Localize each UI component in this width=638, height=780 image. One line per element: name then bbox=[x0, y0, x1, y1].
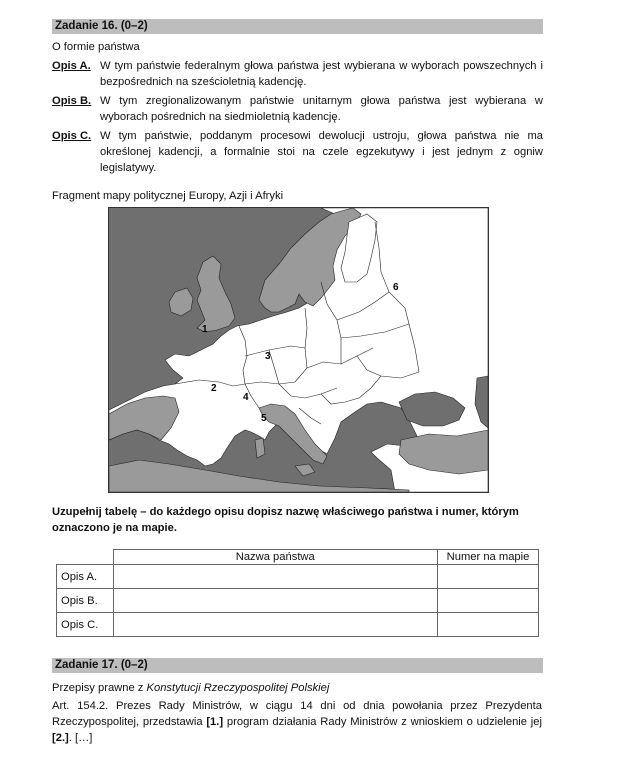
opis-b bbox=[52, 93, 543, 125]
answer-name-c[interactable] bbox=[113, 613, 438, 637]
map-number-3: 3 bbox=[265, 351, 271, 362]
answer-number-c[interactable] bbox=[438, 613, 539, 637]
map-number-5: 5 bbox=[261, 413, 267, 424]
answer-name-a[interactable] bbox=[113, 565, 438, 589]
sardinia-land bbox=[255, 438, 265, 458]
task-16-instruction: Uzupełnij tabelę – do każdego opisu dopisz nazwę właściwego państwa i numer, którym oznaczono je na mapie. bbox=[52, 506, 519, 534]
task-17-intro bbox=[52, 681, 329, 695]
article-text-3: . […] bbox=[68, 732, 93, 744]
blank-2: [2.] bbox=[52, 732, 69, 744]
article-text-1: Art. 154.2. Prezes Rady Ministrów, w ciągu 14 dni od dnia powołania przez Prezydenta Rzeczypospolitej, przedstawia bbox=[52, 700, 542, 728]
table-row bbox=[57, 565, 539, 589]
opis-a bbox=[52, 58, 543, 90]
opis-b-text: W tym zregionalizowanym państwie unitarnym głowa państwa jest wybierana w wyborach pośrednich na siedmioletnią kadencję. bbox=[100, 95, 543, 123]
map-number-4: 4 bbox=[243, 392, 249, 403]
map-number-1: 1 bbox=[202, 324, 208, 335]
task-16-header: Zadanie 16. (0–2) bbox=[52, 19, 543, 34]
row-label-a: Opis A. bbox=[57, 565, 114, 589]
table-corner-cell bbox=[57, 550, 114, 565]
map-number-6: 6 bbox=[393, 282, 399, 293]
article-text-2: program działania Rady Ministrów z wnioskiem o udzielenie jej bbox=[223, 716, 542, 728]
answer-number-b[interactable] bbox=[438, 589, 539, 613]
row-label-c: Opis C. bbox=[57, 613, 114, 637]
opis-c-text: W tym państwie, poddanym procesowi dewolucji ustroju, głowa państwa nie ma określonej kadencji, a formalnie stoi na czele egzekutywy i jest jednym z ogniw legislatywy. bbox=[100, 130, 543, 174]
answer-table bbox=[56, 549, 539, 637]
task-17-intro-prefix: Przepisy prawne z bbox=[52, 682, 147, 694]
answer-name-b[interactable] bbox=[113, 589, 438, 613]
opis-a-text: W tym państwie federalnym głowa państwa jest wybierana w wyborach powszechnych i bezpośrednich na sześcioletnią kadencję. bbox=[100, 60, 543, 88]
task-17-article bbox=[52, 698, 542, 746]
opis-c bbox=[52, 128, 543, 176]
map-caption: Fragment mapy politycznej Europy, Azji i Afryki bbox=[52, 190, 284, 202]
opis-a-label: Opis A. bbox=[52, 60, 91, 72]
col-header-number: Numer na mapie bbox=[438, 550, 539, 565]
opis-c-label: Opis C. bbox=[52, 130, 92, 142]
table-row bbox=[57, 613, 539, 637]
map-number-2: 2 bbox=[211, 383, 217, 394]
table-header-row bbox=[57, 550, 539, 565]
europe-map bbox=[108, 207, 489, 493]
opis-b-label: Opis B. bbox=[52, 95, 92, 107]
answer-number-a[interactable] bbox=[438, 565, 539, 589]
table-row bbox=[57, 589, 539, 613]
task-17-header: Zadanie 17. (0–2) bbox=[52, 658, 543, 673]
task-16-intro: O formie państwa bbox=[52, 41, 140, 53]
task-17-intro-source: Konstytucji Rzeczypospolitej Polskiej bbox=[146, 682, 330, 694]
blank-1: [1.] bbox=[206, 716, 224, 728]
row-label-b: Opis B. bbox=[57, 589, 114, 613]
col-header-name: Nazwa państwa bbox=[113, 550, 438, 565]
